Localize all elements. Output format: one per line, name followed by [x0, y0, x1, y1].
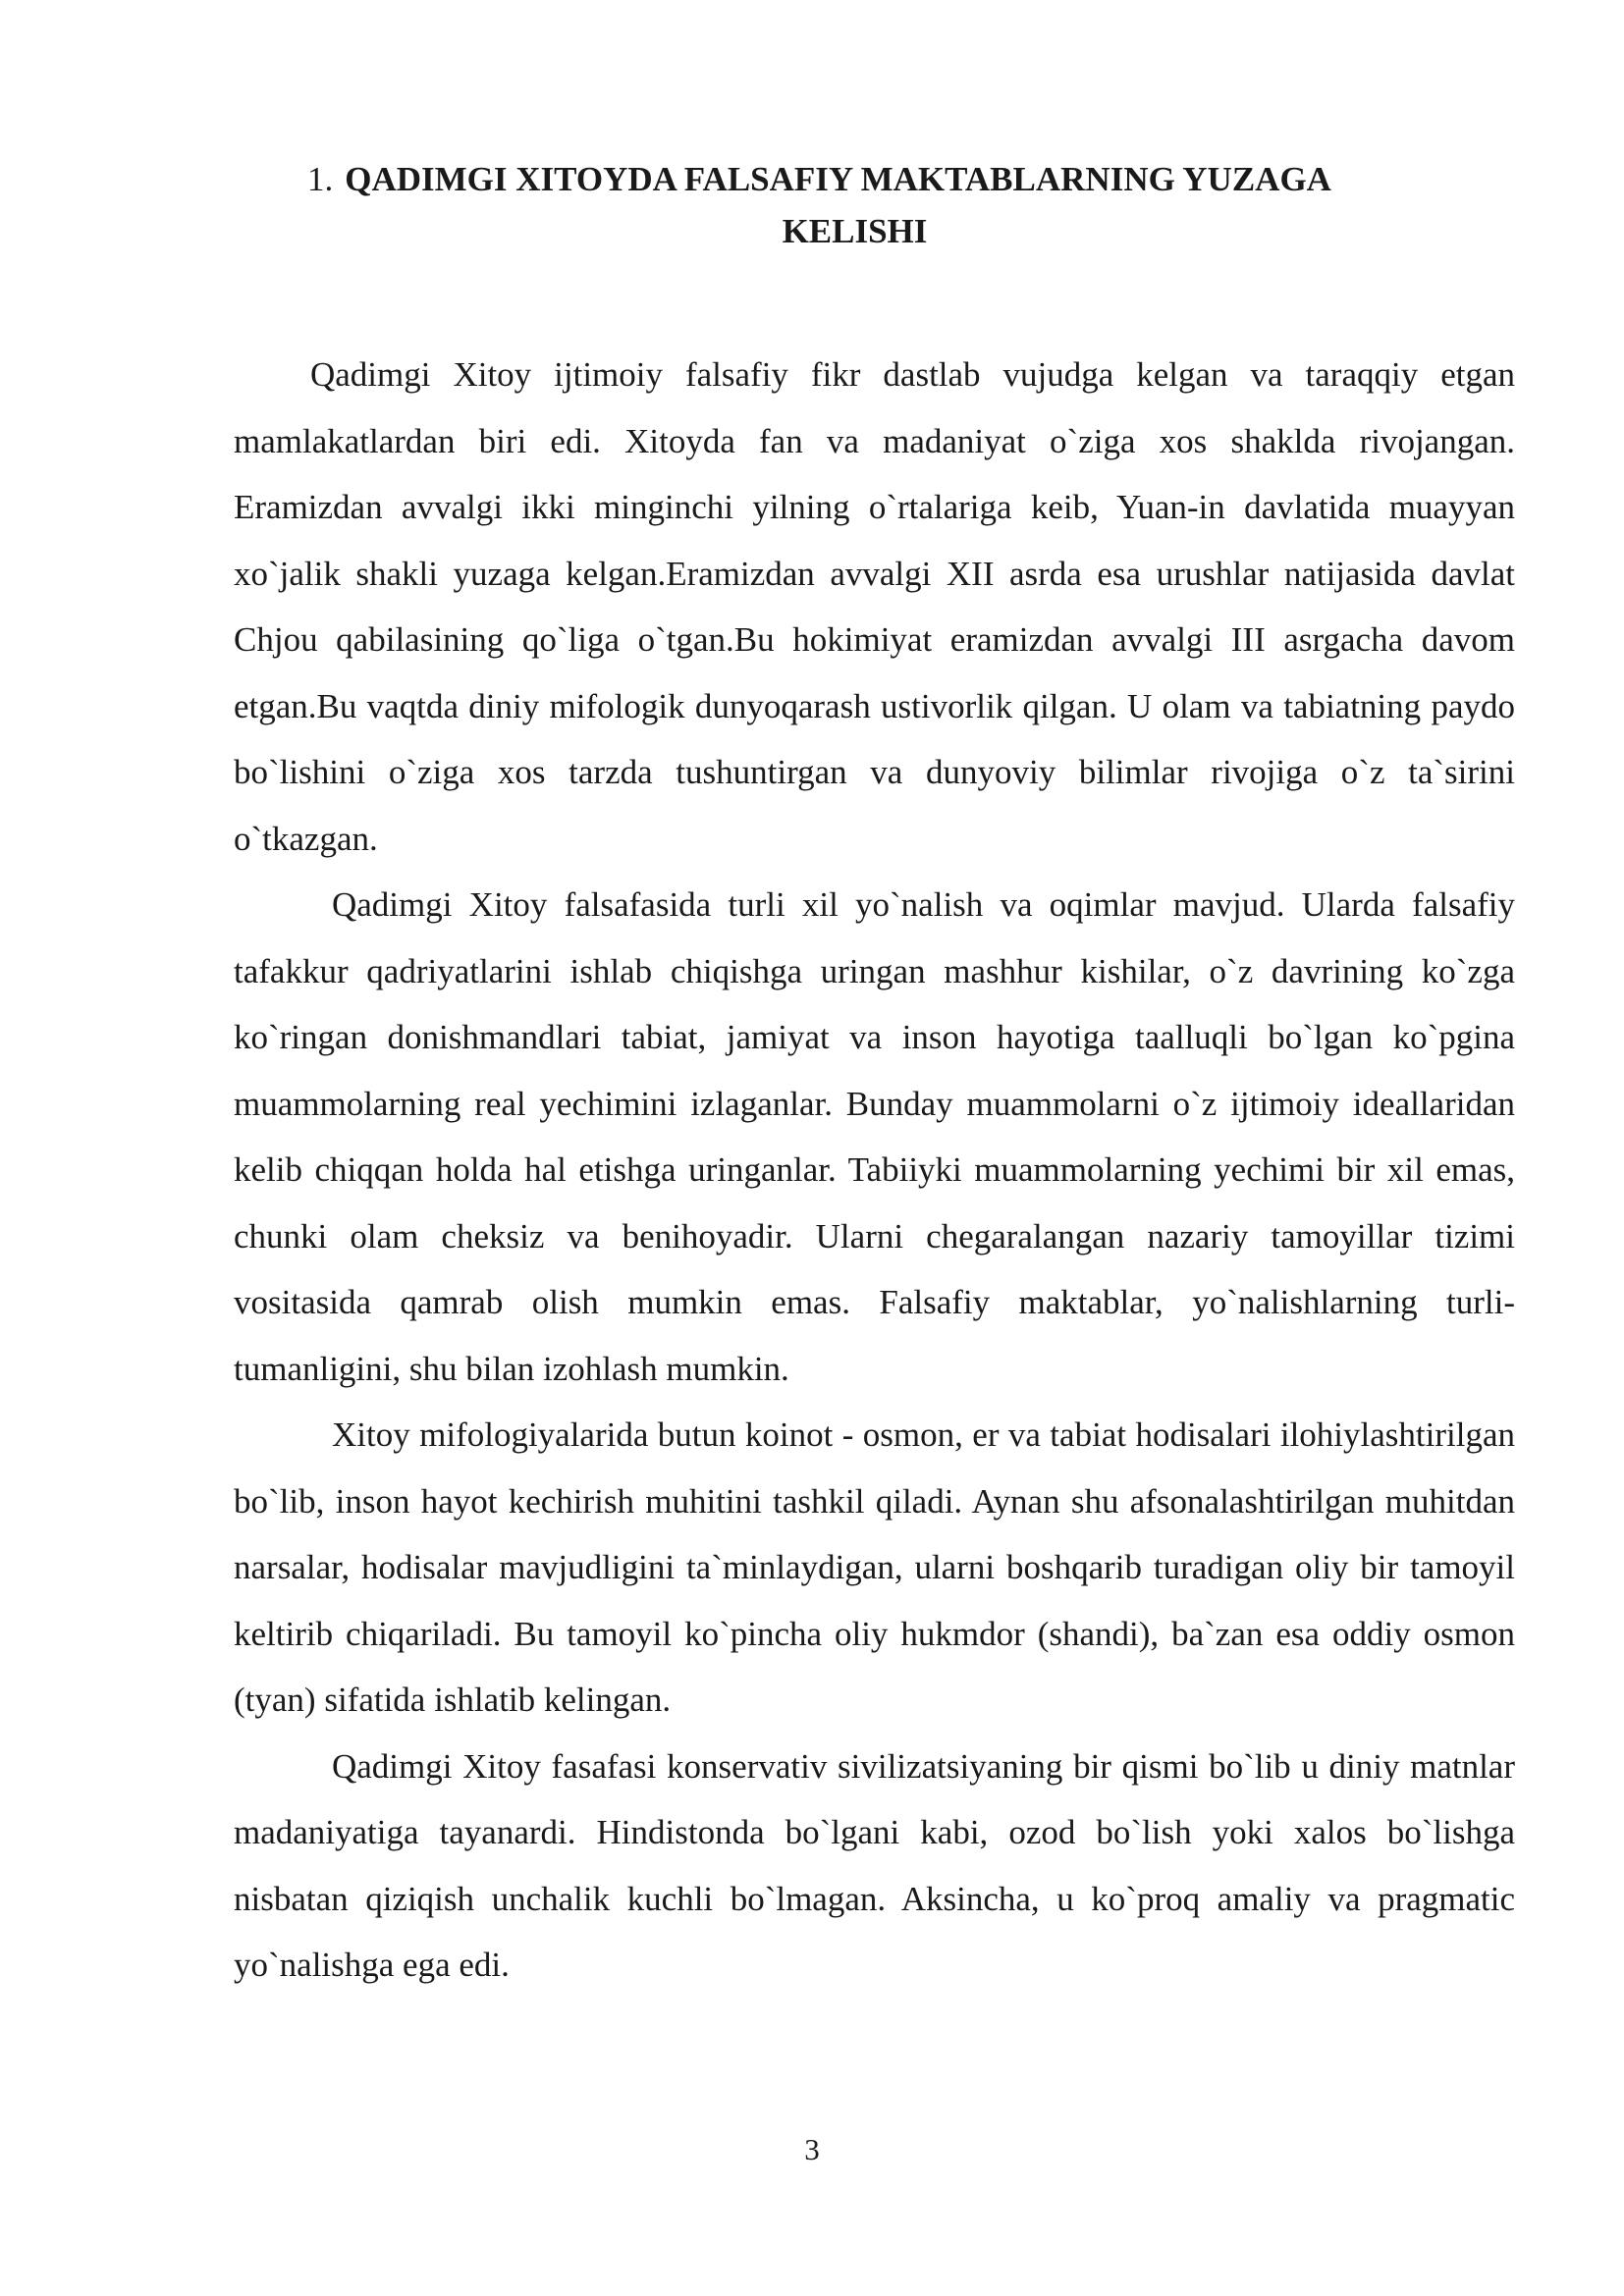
- heading-title-part-2: KELISHI: [782, 212, 928, 250]
- paragraph-2: Qadimgi Xitoy falsafasida turli xil yo`nalish va oqimlar mavjud. Ularda falsafiy tafakkur qadriyatlarini ishlab chiqishga uringan mashhur kishilar, o`z davrining ko`zga ko`ringan donishmandlari tabiat, jamiyat va inson hayotiga taalluqli bo`lgan ko`pgina muammolarning real yechimini izlaganlar. Bunday muammolarni o`z ijtimoiy ideallaridan kelib chiqqan holda hal etishga uringanlar. Tabiiyki muammolarning yechimi bir xil emas, chunki olam cheksiz va benihoyadir. Ularni chegaralangan nazariy tamoyillar tizimi vositasida qamrab olish mumkin emas. Falsafiy maktablar, yo`nalishlarning turli-tumanligini, shu bilan izohlash mumkin.: [234, 885, 1515, 1388]
- body-text: [234, 342, 1515, 1999]
- heading-number: 1.: [307, 160, 334, 198]
- chapter-heading: [234, 153, 1510, 257]
- heading-title-part-1: QADIMGI XITOYDA FALSAFIY MAKTABLARNING YUZAGA: [345, 160, 1331, 198]
- heading-line-1: [234, 153, 1510, 205]
- paragraph-3: Xitoy mifologiyalarida butun koinot - osmon, er va tabiat hodisalari ilohiylashtirilgan bo`lib, inson hayot kechirish muhitini tashkil qiladi. Aynan shu afsonalashtirilgan muhitdan narsalar, hodisalar mavjudligini ta`minlaydigan, ularni boshqarib turadigan oliy bir tamoyil keltirib chiqariladi. Bu tamoyil ko`pincha oliy hukmdor (shandi), ba`zan esa oddiy osmon (tyan) sifatida ishlatib kelingan.: [234, 1415, 1515, 1719]
- paragraph-4: Qadimgi Xitoy fasafasi konservativ sivilizatsiyaning bir qismi bo`lib u diniy matnlar madaniyatiga tayanardi. Hindistonda bo`lgani kabi, ozod bo`lish yoki xalos bo`lishga nisbatan qiziqish unchalik kuchli bo`lmagan. Aksincha, u ko`proq amaliy va pragmatic yo`nalishga ega edi.: [234, 1746, 1515, 1984]
- paragraph-1: Qadimgi Xitoy ijtimoiy falsafiy fikr dastlab vujudga kelgan va taraqqiy etgan mamlakatlardan biri edi. Xitoyda fan va madaniyat o`ziga xos shaklda rivojangan. Eramizdan avvalgi ikki minginchi yilning o`rtalariga keib, Yuan-in davlatida muayyan xo`jalik shakli yuzaga kelgan.Eramizdan avvalgi XII asrda esa urushlar natijasida davlat Chjou qabilasining qo`liga o`tgan.Bu hokimiyat eramizdan avvalgi III asrgacha davom etgan.Bu vaqtda diniy mifologik dunyoqarash ustivorlik qilgan. U olam va tabiatning paydo bo`lishini o`ziga xos tarzda tushuntirgan va dunyoviy bilimlar rivojiga o`z ta`sirini o`tkazgan.: [234, 355, 1515, 858]
- page-number: 3: [804, 2132, 820, 2166]
